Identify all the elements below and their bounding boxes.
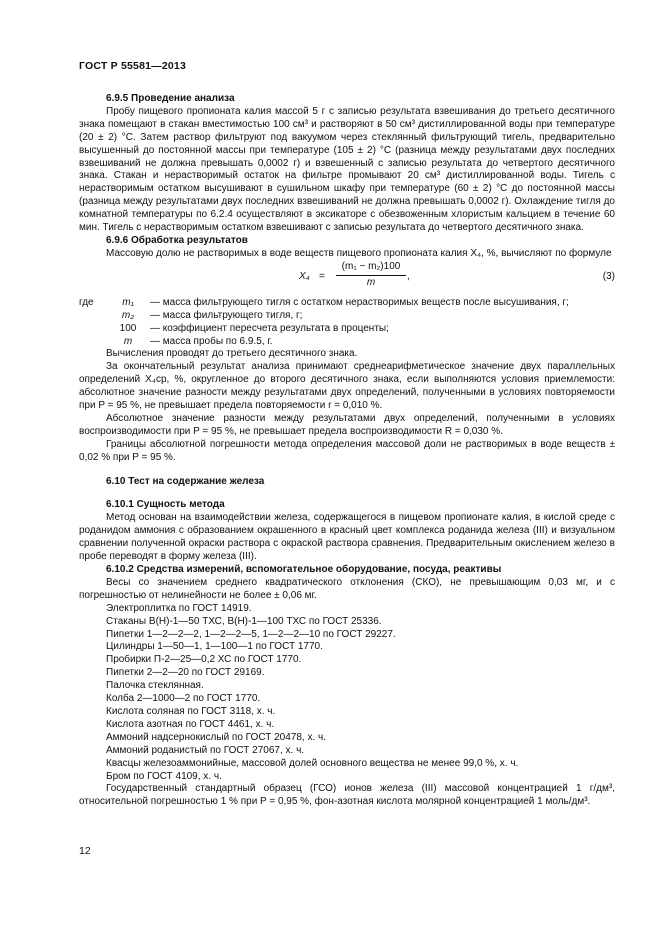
paragraph-scales: Весы со значением среднего квадратического отклонения (СКО), не превышающим 0,03 мг, и с погрешностью от нелинейности не более ± 0,06 мг.: [79, 576, 615, 601]
variable-definitions: [79, 297, 615, 349]
definition-symbol: 100: [119, 322, 137, 334]
paragraph-error-bounds: Границы абсолютной погрешности метода определения массовой доли не растворимых в воде веществ ± 0,02 % при P = 95 %.: [79, 438, 615, 463]
paragraph-final-result: За окончательный результат анализа принимают среднеарифметическое значение двух параллельных определений X₄ср, %, округленное до второго десятичного знака, если выполняются условия приемлемости: абсолютное значение разности между результатами двух определений, полученными в условиях повторяемости при P = 95 %, не превышает предела повторяемости r = 0,010 %.: [79, 361, 615, 412]
paragraph-gso: Государственный стандартный образец (ГСО) ионов железа (III) массовой концентрацией 1 г/дм³, относительной погрешностью 1 % при P = 0,95 %, фон-азотная кислота молярной концентрацией 1 моль/дм³.: [79, 783, 615, 808]
list-item: Кислота азотная по ГОСТ 4461, х. ч.: [106, 718, 275, 730]
definition-symbol: m₂: [121, 309, 135, 321]
definition-text: — масса пробы по 6.9.5, г.: [150, 335, 273, 347]
spacer: [79, 488, 615, 499]
formula-equals: =: [319, 270, 325, 282]
formula-numerator: (m₁ − m₂)100: [336, 261, 406, 276]
definition-row: [79, 336, 615, 349]
list-item: Аммоний надсернокислый по ГОСТ 20478, х. ч.: [106, 731, 326, 743]
spacer: [79, 465, 615, 476]
paragraph-formula-intro: Массовую долю не растворимых в воде веществ пищевого пропионата калия X₄, %, вычисляют по формуле: [106, 247, 612, 259]
list-item: Стаканы В(Н)-1—50 ТХС, В(Н)-1—100 ТХС по ГОСТ 25336.: [106, 615, 382, 627]
definition-lead: где: [79, 296, 94, 308]
equipment-list: [79, 603, 615, 784]
paragraph-reproducibility: Абсолютное значение разности между результатами двух определений, полученными в условиях воспроизводимости при P = 95 %, не превышает предела воспроизводимости R = 0,030 %.: [79, 412, 615, 437]
definition-text: — коэффициент пересчета результата в проценты;: [150, 322, 389, 334]
list-item: Бром по ГОСТ 4109, х. ч.: [106, 770, 222, 782]
definition-lead: [79, 323, 106, 336]
list-item: Квасцы железоаммонийные, массовой долей основного вещества не менее 99,0 %, х. ч.: [106, 757, 519, 769]
definition-text: — масса фильтрующего тигля, г;: [150, 309, 303, 321]
page-content: [79, 93, 615, 809]
definition-lead: [79, 310, 106, 323]
definition-symbol: m: [123, 335, 133, 347]
paragraph-procedure: Пробу пищевого пропионата калия массой 5 г с записью результата взвешивания до третьего десятичного знака помещают в стакан вместимостью 100 см³ и растворяют в 50 см³ дистиллированной воды при температуре (20 ± 2) °С. Затем раствор фильтруют под вакуумом через стеклянный фильтрующий тигель, предварительно высушенный до постоянной массы при температуре (105 ± 2) °С (разница между результатами двух последних взвешиваний не должна превышать 0,0002 г) и взвешенный с записью результата до четвертого десятичного знака. Стакан и нерастворимый остаток на фильтре промывают 20 см³ дистиллированной воды. Тигель с нерастворимым остатком высушивают в сушильном шкафу при температуре (60 ± 2) °С до постоянной массы (разница между результатами двух последних взвешиваний не должна превышать 0,0002 г). Охлаждение тигля до комнатной температуры по 6.2.4 осуществляют в эксикаторе с обезвоженным хлористым кальцием в течение 60 мин. Тигель с нерастворимым остатком взвешивают с записью результата до четвертого десятичного знака.: [79, 105, 615, 234]
formula-3: [79, 261, 615, 297]
list-item: Цилиндры 1—50—1, 1—100—1 по ГОСТ 1770.: [106, 641, 323, 653]
list-item: Палочка стеклянная.: [106, 680, 204, 692]
formula-lhs: X₄: [299, 270, 310, 282]
definition-row: [79, 323, 615, 336]
section-heading-6-10-2: 6.10.2 Средства измерений, вспомогательное оборудование, посуда, реактивы: [106, 564, 502, 575]
section-heading-6-10: 6.10 Тест на содержание железа: [106, 475, 265, 487]
list-item: Аммоний роданистый по ГОСТ 27067, х. ч.: [106, 744, 305, 756]
section-heading-6-9-5: 6.9.5 Проведение анализа: [106, 93, 235, 104]
formula-number: (3): [602, 270, 615, 282]
paragraph-method-essence: Метод основан на взаимодействии железа, содержащегося в пищевом пропионате калия, в кислой среде с роданидом аммония с образованием окрашенного в красный цвет комплекса роданида железа (III) и визуальном сравнении полученной окраски раствора с окраской раствора сравнения. Предварительным окислением железо в пробе переводят в форму железа (III).: [79, 512, 615, 563]
formula-fraction: [336, 261, 406, 290]
definition-row: [79, 310, 615, 323]
formula-comma: ,: [407, 270, 410, 282]
section-heading-6-10-1: 6.10.1 Сущность метода: [106, 499, 225, 511]
list-item: Пипетки 1—2—2—2, 1—2—2—5, 1—2—2—10 по ГОСТ 29227.: [106, 628, 396, 640]
paragraph-calc-precision: Вычисления проводят до третьего десятичного знака.: [106, 348, 358, 360]
definition-symbol: m₁: [122, 296, 134, 308]
definition-lead: [79, 336, 106, 349]
section-heading-6-9-6: 6.9.6 Обработка результатов: [106, 234, 248, 246]
list-item: Кислота соляная по ГОСТ 3118, х. ч.: [106, 705, 276, 717]
page-number: 12: [79, 845, 91, 857]
list-item: Пипетки 2—2—20 по ГОСТ 29169.: [106, 667, 265, 679]
list-item: Пробирки П-2—25—0,2 ХС по ГОСТ 1770.: [106, 654, 302, 666]
definition-row: [79, 297, 615, 310]
definition-text: — масса фильтрующего тигля с остатком нерастворимых веществ после высушивания, г;: [150, 296, 569, 308]
formula-denominator: m: [366, 276, 376, 288]
standard-header: ГОСТ Р 55581—2013: [79, 60, 187, 72]
list-item: Колба 2—1000—2 по ГОСТ 1770.: [106, 693, 261, 705]
list-item: Электроплитка по ГОСТ 14919.: [106, 602, 252, 614]
